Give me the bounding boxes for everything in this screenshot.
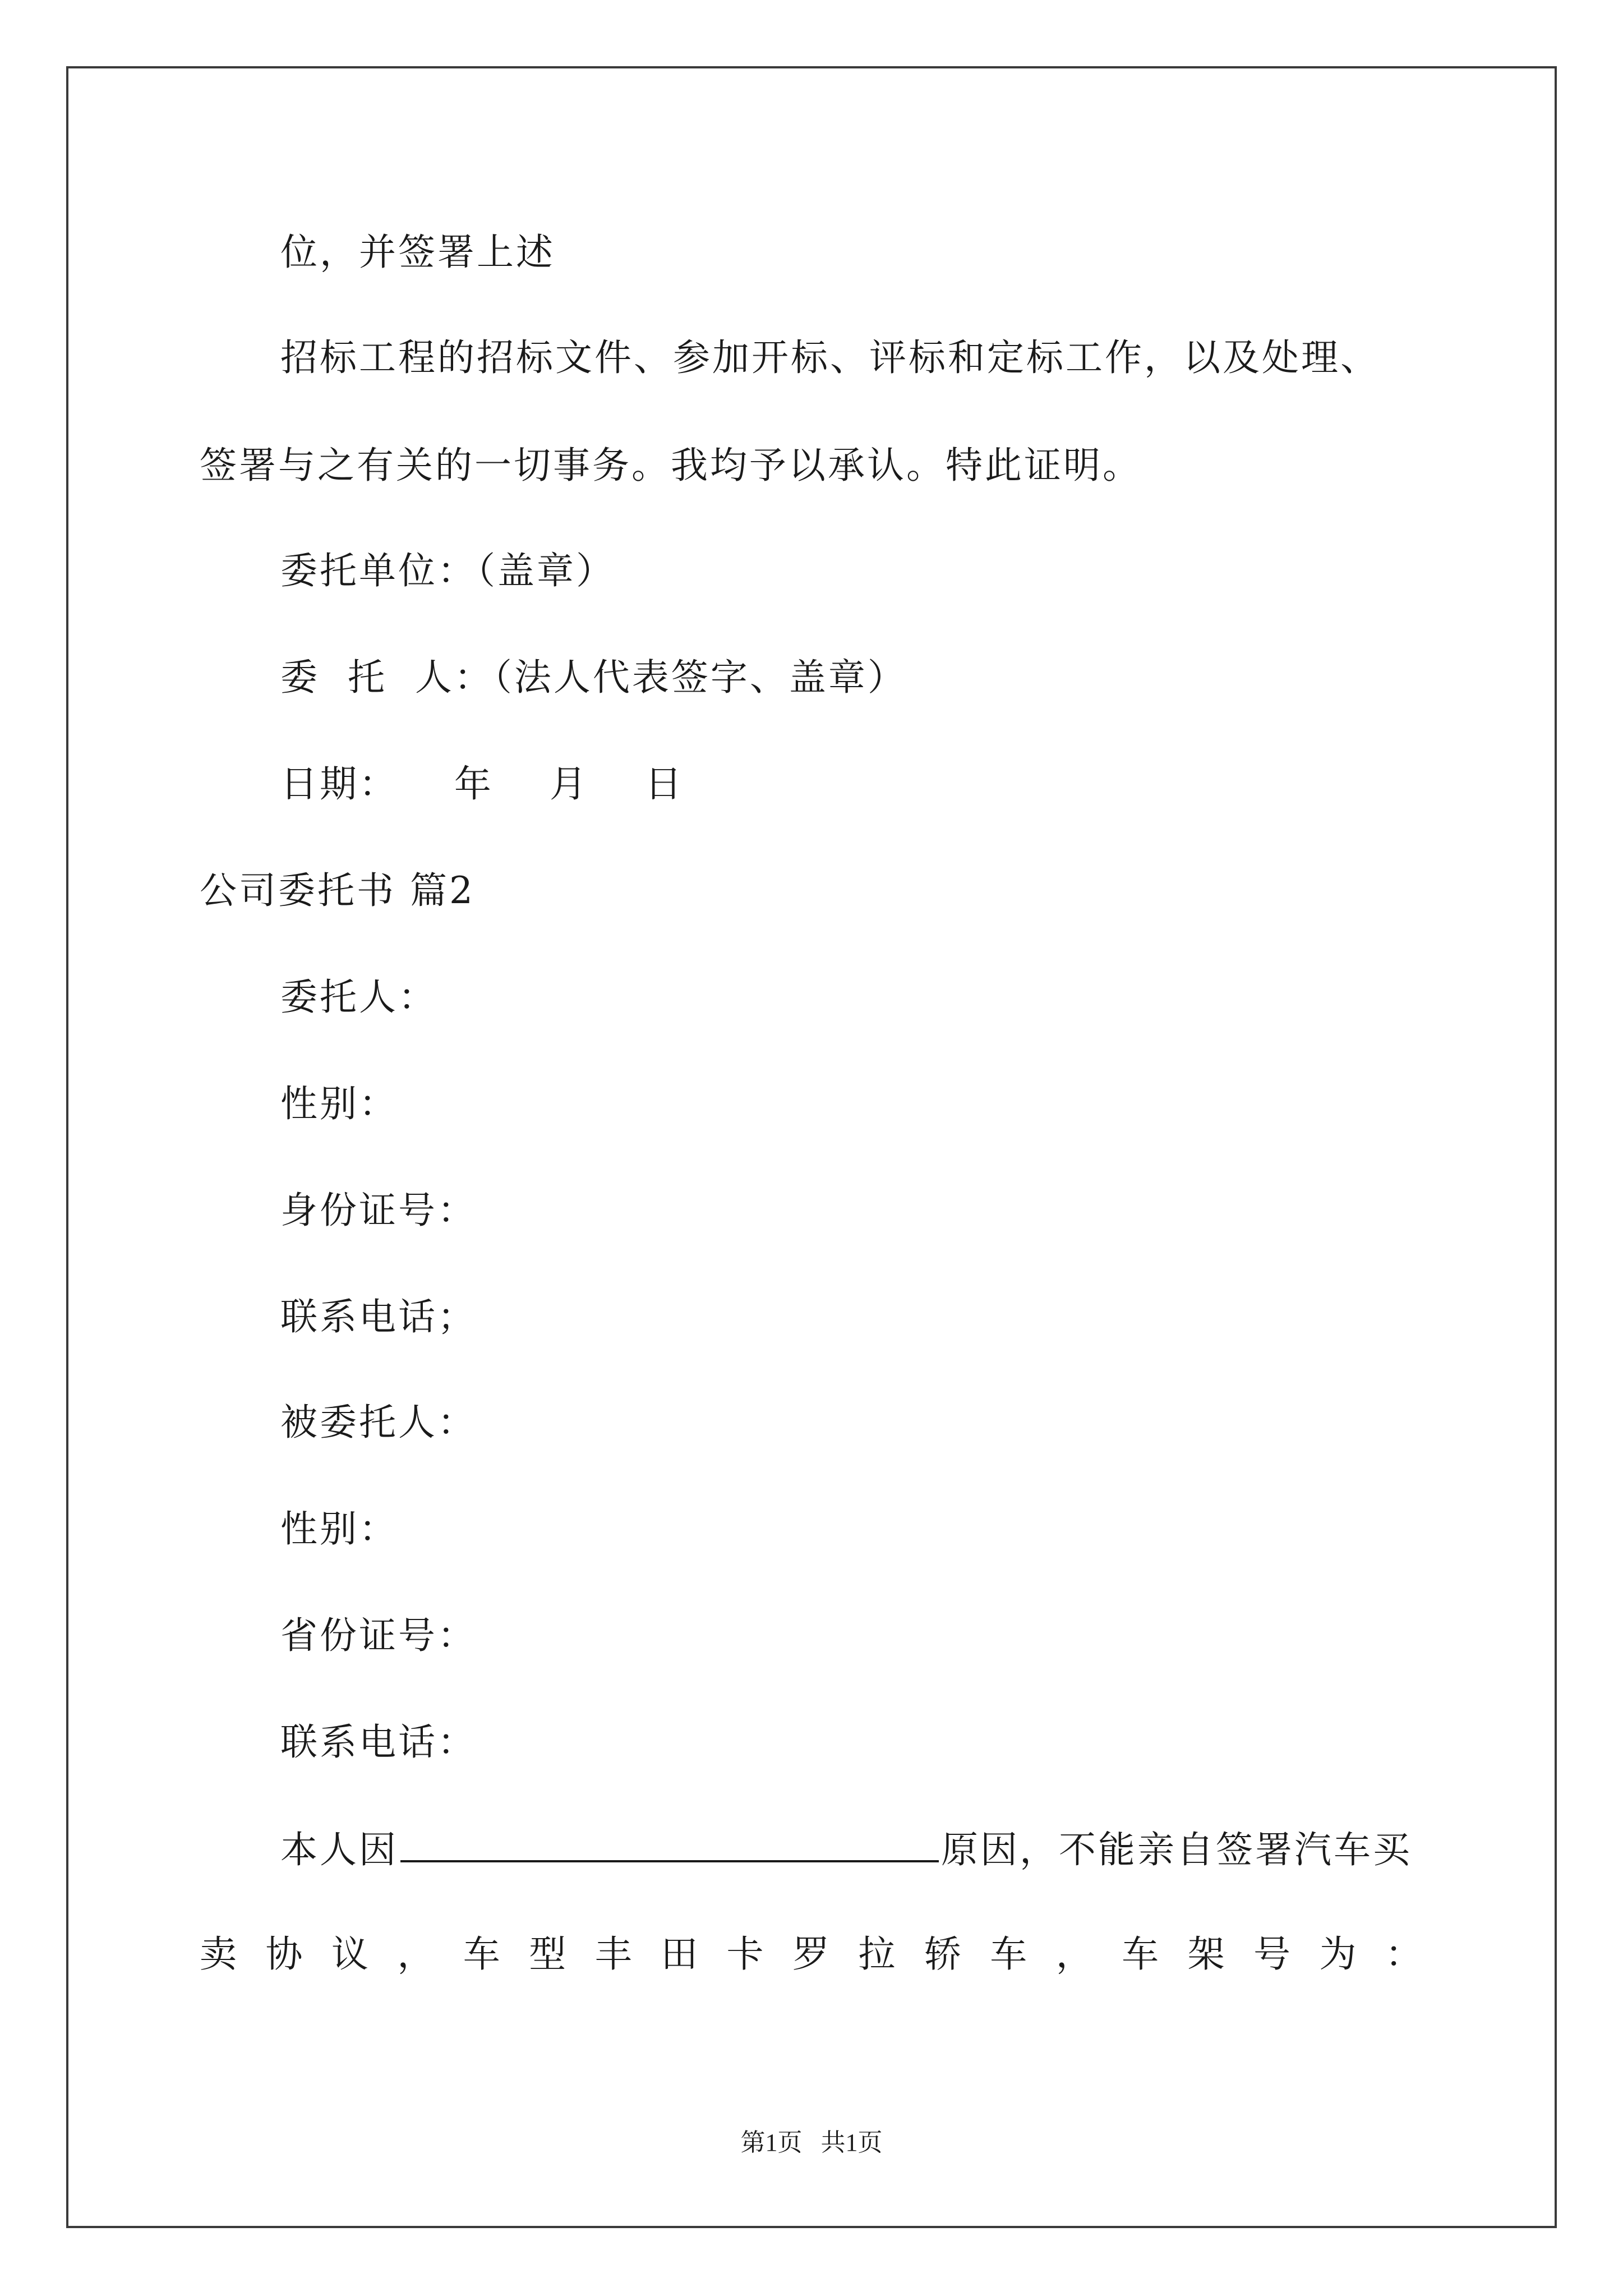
field-agent-gender: 性别： — [280, 1507, 398, 1550]
field-id-number: 身份证号： — [280, 1189, 477, 1232]
field-principal: 委托人： — [280, 976, 437, 1019]
page-footer: 第1页 共1页 — [740, 2129, 883, 2156]
char: 拉 — [858, 1932, 896, 1976]
justified-line — [200, 1932, 1422, 1977]
char: 轿 — [924, 1932, 961, 1976]
char: 协 — [265, 1932, 303, 1976]
char: 丰 — [594, 1932, 632, 1976]
char: ： — [1385, 1932, 1422, 1976]
char: ， — [397, 1932, 435, 1976]
char: 号 — [1253, 1932, 1290, 1976]
reason-suffix: 原因，不能亲自签署汽车买 — [941, 1828, 1412, 1871]
reason-line — [280, 1825, 1412, 1872]
reason-prefix: 本人因 — [280, 1828, 398, 1871]
char: ， — [1055, 1932, 1093, 1976]
char: 议 — [331, 1932, 368, 1976]
char: 车 — [1122, 1932, 1159, 1976]
char: 卖 — [200, 1932, 237, 1976]
field-phone: 联系电话； — [280, 1295, 477, 1338]
char: 车 — [463, 1932, 500, 1976]
char: 田 — [661, 1932, 698, 1976]
field-agent-phone: 联系电话： — [280, 1720, 477, 1764]
page-border — [66, 66, 1557, 2228]
section-heading: 公司委托书 篇2 — [200, 869, 475, 912]
field-date: 日期： 年 月 日 — [280, 762, 684, 806]
text-line-1: 位，并签署上述 — [280, 231, 555, 274]
field-client-unit: 委托单位：（盖章） — [280, 549, 615, 592]
text-line-3: 签署与之有关的一切事务。我均予以承认。特此证明。 — [200, 444, 1142, 487]
field-agent: 被委托人： — [280, 1401, 477, 1444]
text-line-2: 招标工程的招标文件、参加开标、评标和定标工作，以及处理、 — [280, 336, 1380, 379]
char: 卡 — [726, 1932, 764, 1976]
char: 型 — [529, 1932, 566, 1976]
field-gender: 性别： — [280, 1082, 398, 1125]
char: 为 — [1319, 1932, 1357, 1976]
reason-blank — [400, 1825, 939, 1862]
field-client: 委 托 人：（法人代表签字、盖章） — [280, 656, 907, 699]
char: 架 — [1187, 1932, 1225, 1976]
field-agent-id-number: 省份证号： — [280, 1614, 477, 1657]
char: 车 — [990, 1932, 1027, 1976]
char: 罗 — [792, 1932, 829, 1976]
